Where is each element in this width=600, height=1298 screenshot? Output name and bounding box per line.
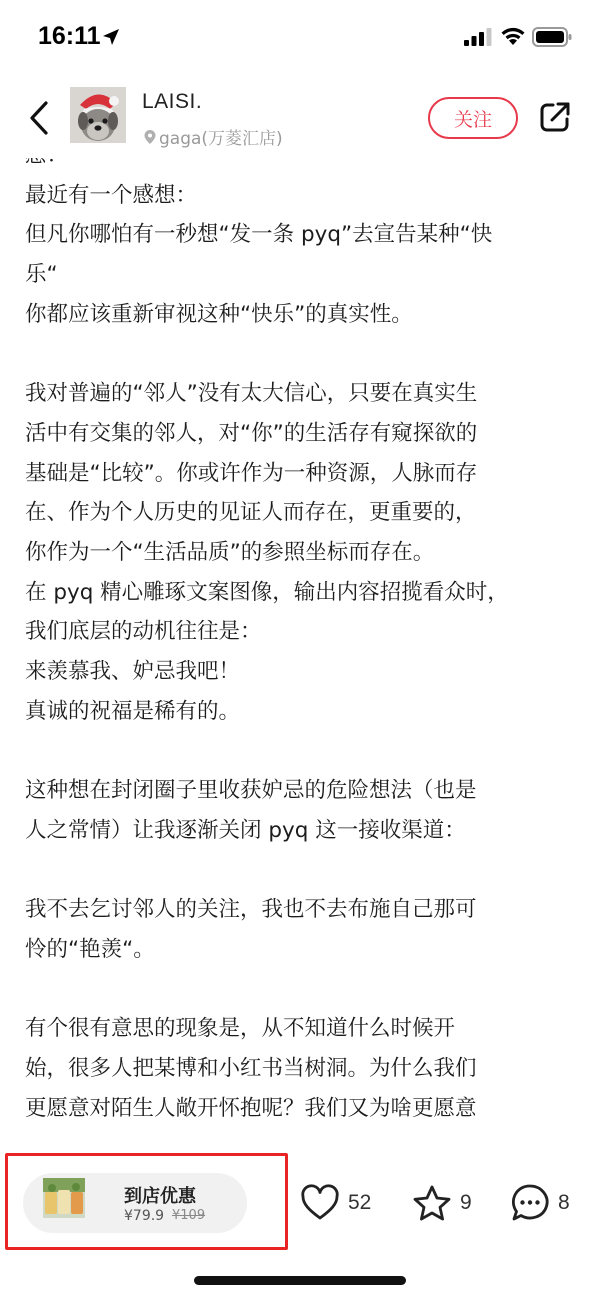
comment-icon — [510, 1183, 550, 1223]
article-line: 真诚的祝福是稀有的。 — [25, 698, 241, 724]
article-line: 我不去乞讨邻人的关注，我也不去布施自己那可 — [25, 897, 477, 923]
location-text: gaga(万菱汇店) — [159, 129, 283, 149]
article-line — [25, 732, 575, 772]
highlight-annotation-box — [5, 1153, 288, 1250]
article-line: 在、作为个人历史的见证人而存在，更重要的， — [25, 500, 477, 526]
avatar[interactable] — [70, 87, 126, 143]
battery-icon — [532, 27, 572, 47]
article-line: 基础是“比较”。你或许作为一种资源，人脉而存 — [25, 460, 478, 486]
article-line: 你都应该重新审视这种“快乐”的真实性。 — [25, 301, 413, 327]
article-line: 乐“ — [25, 262, 58, 288]
store-deal-title: 到店优惠 — [124, 1186, 196, 1207]
home-indicator[interactable] — [194, 1276, 406, 1285]
heart-icon — [300, 1185, 340, 1221]
status-time: 16:11 — [38, 22, 101, 50]
comment-count: 8 — [558, 1191, 570, 1214]
wifi-icon — [500, 25, 526, 47]
article-line: 但凡你哪怕有一秒想“发一条 pyq”去宣告某种“快 — [25, 222, 493, 248]
article-line — [25, 970, 575, 1010]
article-line: 来羡慕我、妒忌我吧！ — [25, 659, 241, 685]
cellular-signal-icon — [464, 28, 492, 46]
location-tag[interactable] — [143, 124, 283, 149]
article-line: 有个很有意思的现象是，从不知道什么时候开 — [25, 1016, 456, 1042]
article-line: 我们底层的动机往往是： — [25, 619, 262, 645]
store-deal-original-price: ¥109 — [172, 1208, 206, 1223]
author-name[interactable]: LAISI. — [142, 90, 203, 113]
article-line: 你作为一个“生活品质”的参照坐标而存在。 — [25, 540, 435, 566]
like-button[interactable] — [300, 1182, 371, 1224]
store-deal-price: ¥79.9 — [124, 1208, 165, 1224]
back-chevron-icon[interactable] — [24, 98, 54, 138]
article-line: 活中有交集的邻人，对“你”的生活存有窥探欲的 — [25, 420, 478, 446]
star-icon — [412, 1184, 452, 1222]
post-header — [0, 82, 600, 158]
article-line: 怜的“艳羡“。 — [25, 937, 155, 963]
article-scroll-area[interactable] — [0, 158, 600, 1158]
share-icon[interactable] — [538, 100, 572, 134]
comment-button[interactable] — [510, 1182, 570, 1224]
article-line — [25, 335, 575, 375]
pin-icon — [143, 129, 157, 145]
article-line: 人之常情）让我逐渐关闭 pyq 这一接收渠道： — [25, 817, 466, 843]
article-line — [25, 851, 575, 891]
status-bar — [0, 0, 600, 80]
like-count: 52 — [348, 1191, 372, 1214]
article-line: 这种想在封闭圈子里收获妒忌的危险想法（也是 — [25, 778, 477, 804]
follow-button[interactable]: 关注 — [428, 97, 518, 139]
article-line: 最近有一个感想： — [25, 182, 198, 208]
location-arrow-icon — [101, 27, 121, 47]
star-count: 9 — [460, 1191, 472, 1214]
star-button[interactable] — [412, 1182, 472, 1224]
article-line: 我对普遍的“邻人”没有太大信心，只要在真实生 — [25, 381, 478, 407]
article-body — [25, 136, 575, 1129]
article-line: 在 pyq 精心雕琢文案图像，输出内容招揽看众时， — [25, 579, 509, 605]
article-line: 更愿意对陌生人敞开怀抱呢？我们又为啥更愿意 — [25, 1095, 477, 1121]
article-line: 始，很多人把某博和小红书当树洞。为什么我们 — [25, 1056, 477, 1082]
